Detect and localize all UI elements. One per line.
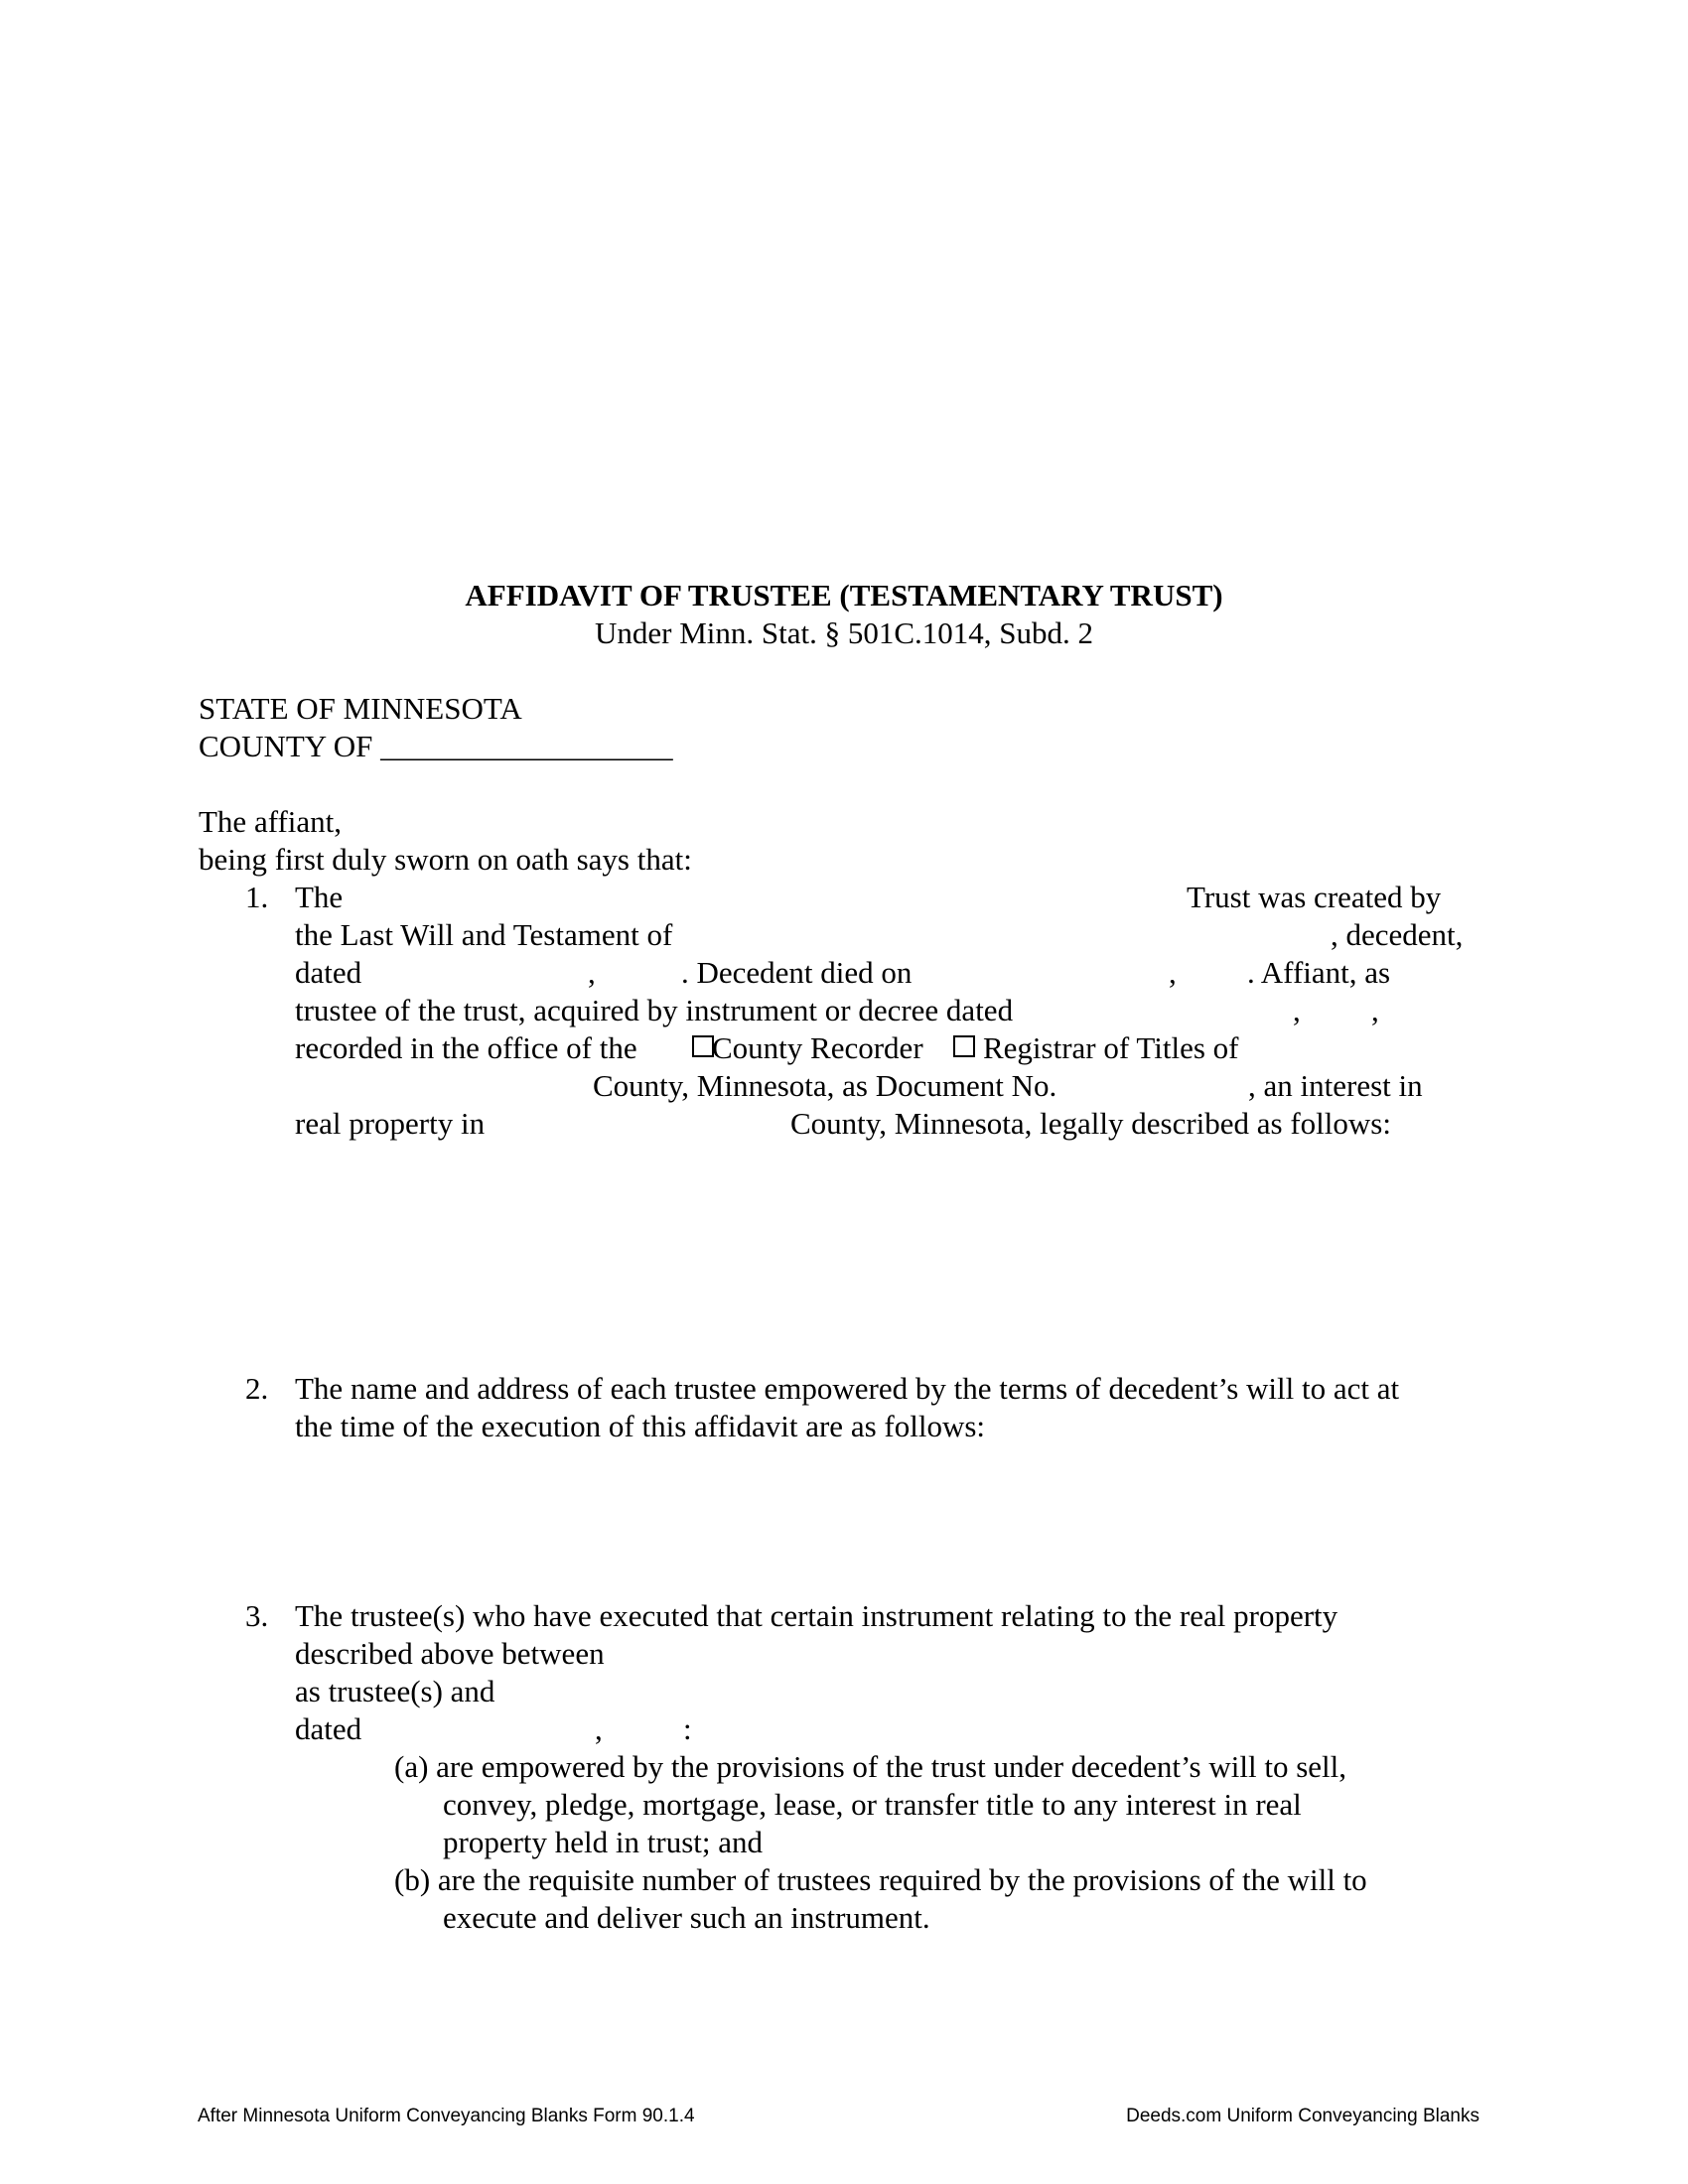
item-1-text: . Affiant, as: [1247, 955, 1391, 990]
item-1-text: ,: [1169, 955, 1177, 990]
item-1-text: , an interest in: [1248, 1068, 1423, 1103]
item-1-text: dated: [295, 955, 362, 990]
item-2-number: 2.: [245, 1371, 269, 1406]
affiant-line: The affiant,: [199, 804, 343, 839]
item-2-text: the time of the execution of this affidavit are as follows:: [295, 1409, 986, 1443]
item-1-text: ,: [1293, 993, 1301, 1027]
item-3-text: ,: [595, 1711, 603, 1746]
item-3b-text: (b) are the requisite number of trustees required by the provisions of the will to: [394, 1862, 1367, 1897]
item-1-text: County Recorder: [712, 1030, 923, 1065]
document-subtitle: Under Minn. Stat. § 501C.1014, Subd. 2: [594, 615, 1094, 650]
item-1-text: ,: [1371, 993, 1379, 1027]
registrar-of-titles-checkbox[interactable]: [953, 1035, 975, 1057]
item-3-text: described above between: [295, 1636, 605, 1671]
item-1-text: The: [295, 880, 344, 914]
item-3b-text: execute and deliver such an instrument.: [443, 1900, 930, 1935]
item-1-text: trustee of the trust, acquired by instrument or decree dated: [295, 993, 1014, 1027]
item-1-text: County, Minnesota, legally described as follows:: [790, 1106, 1391, 1141]
item-2-text: The name and address of each trustee empowered by the terms of decedent’s will to act at: [295, 1371, 1400, 1406]
venue-county: COUNTY OF ___________________: [199, 729, 673, 763]
item-3a-text: (a) are empowered by the provisions of the trust under decedent’s will to sell,: [394, 1749, 1347, 1784]
item-1-text: Registrar of Titles of: [983, 1030, 1239, 1065]
item-1-text: the Last Will and Testament of: [295, 917, 673, 952]
item-1-number: 1.: [245, 880, 269, 914]
item-3-number: 3.: [245, 1598, 269, 1633]
item-3-text: as trustee(s) and: [295, 1674, 495, 1708]
item-3a-text: convey, pledge, mortgage, lease, or transfer title to any interest in real: [443, 1787, 1302, 1822]
item-3a-text: property held in trust; and: [443, 1825, 763, 1859]
county-recorder-checkbox[interactable]: [692, 1035, 714, 1057]
item-1-text: recorded in the office of the: [295, 1030, 637, 1065]
footer-left: After Minnesota Uniform Conveyancing Blanks Form 90.1.4: [198, 2106, 695, 2126]
item-1-text: , decedent,: [1331, 917, 1464, 952]
item-1-text: . Decedent died on: [681, 955, 913, 990]
item-3-text: :: [683, 1711, 692, 1746]
item-1-text: County, Minnesota, as Document No.: [593, 1068, 1057, 1103]
footer-right: Deeds.com Uniform Conveyancing Blanks: [1126, 2106, 1479, 2126]
item-1-text: Trust was created by: [1187, 880, 1442, 914]
sworn-line: being first duly sworn on oath says that:: [199, 842, 692, 877]
document-title: AFFIDAVIT OF TRUSTEE (TESTAMENTARY TRUST): [465, 578, 1223, 613]
venue-state: STATE OF MINNESOTA: [199, 691, 522, 726]
item-1-text: ,: [588, 955, 596, 990]
item-3-text: dated: [295, 1711, 362, 1746]
item-1-text: real property in: [295, 1106, 486, 1141]
item-3-text: The trustee(s) who have executed that certain instrument relating to the real property: [295, 1598, 1338, 1633]
